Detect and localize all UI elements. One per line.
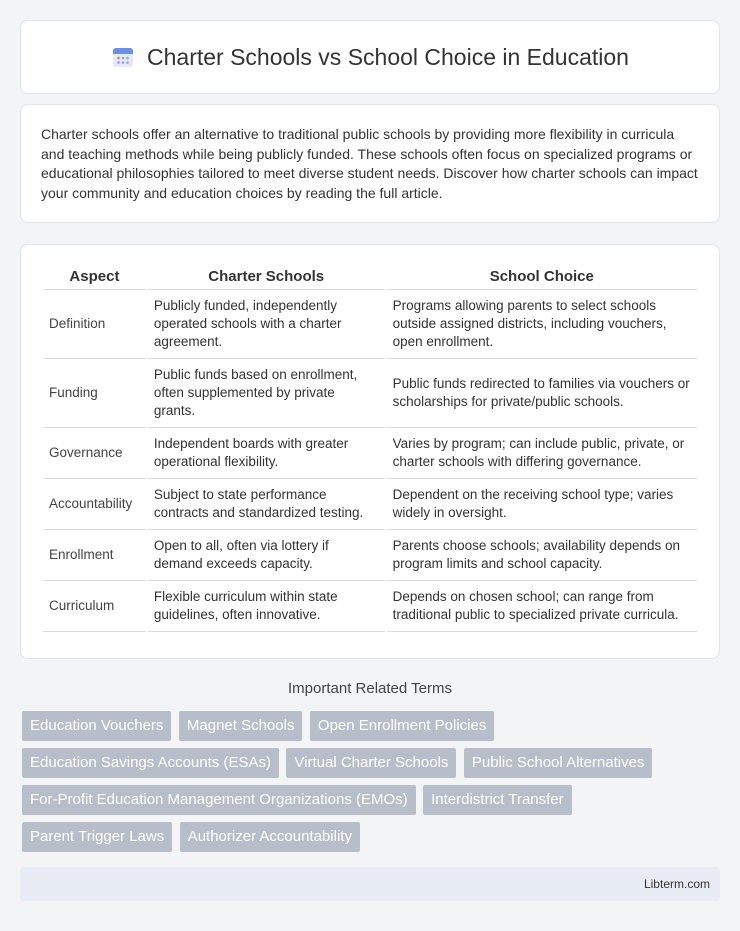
row-aspect: Definition xyxy=(43,290,146,359)
row-charter: Publicly funded, independently operated schools with a charter agreement. xyxy=(148,290,385,359)
row-charter: Independent boards with greater operational flexibility. xyxy=(148,428,385,479)
row-choice: Depends on chosen school; can range from traditional public to specialized private curricula. xyxy=(387,581,697,632)
table-row xyxy=(43,290,697,359)
footer-site-link[interactable]: Libterm.com xyxy=(643,877,710,891)
title-card xyxy=(20,20,720,94)
row-charter: Open to all, often via lottery if demand exceeds capacity. xyxy=(148,530,385,581)
row-choice: Parents choose schools; availability depends on program limits and school capacity. xyxy=(387,530,697,581)
table-row xyxy=(43,479,697,530)
page-title: Charter Schools vs School Choice in Education xyxy=(147,43,629,70)
calendar-icon xyxy=(111,45,135,69)
row-charter: Subject to state performance contracts and standardized testing. xyxy=(148,479,385,530)
table-row xyxy=(43,428,697,479)
row-choice: Programs allowing parents to select schools outside assigned districts, including vouchers, open enrollment. xyxy=(387,290,697,359)
related-term-tag[interactable]: Magnet Schools xyxy=(179,711,303,741)
row-choice: Public funds redirected to families via vouchers or scholarships for private/public schools. xyxy=(387,359,697,428)
related-term-tag[interactable]: Parent Trigger Laws xyxy=(22,822,172,852)
related-term-tag[interactable]: Interdistrict Transfer xyxy=(423,785,572,815)
comparison-table-card xyxy=(20,244,720,659)
related-term-tag[interactable]: Public School Alternatives xyxy=(464,748,653,778)
row-choice: Dependent on the receiving school type; varies widely in oversight. xyxy=(387,479,697,530)
row-aspect: Governance xyxy=(43,428,146,479)
table-row xyxy=(43,359,697,428)
table-header-row xyxy=(43,263,697,290)
related-term-tag[interactable]: Education Savings Accounts (ESAs) xyxy=(22,748,279,778)
intro-card xyxy=(20,104,720,223)
row-aspect: Enrollment xyxy=(43,530,146,581)
comparison-table xyxy=(41,263,699,632)
intro-text: Charter schools offer an alternative to traditional public schools by providing more flexibility in curricula and teaching methods while being publicly funded. These schools often focus on specialized programs or educational philosophies tailored to meet diverse student needs. Discover how charter schools can impact your community and education choices by reading the full article. xyxy=(41,126,698,201)
table-row xyxy=(43,581,697,632)
related-term-tag[interactable]: Virtual Charter Schools xyxy=(286,748,456,778)
row-aspect: Accountability xyxy=(43,479,146,530)
related-term-tag[interactable]: Open Enrollment Policies xyxy=(310,711,494,741)
table-row xyxy=(43,530,697,581)
header-aspect: Aspect xyxy=(43,263,146,290)
related-terms-list xyxy=(22,711,722,859)
row-aspect: Curriculum xyxy=(43,581,146,632)
related-term-tag[interactable]: Authorizer Accountability xyxy=(180,822,360,852)
related-terms-title: Important Related Terms xyxy=(288,680,452,697)
header-charter-schools: Charter Schools xyxy=(148,263,385,290)
row-aspect: Funding xyxy=(43,359,146,428)
footer xyxy=(20,867,720,901)
related-term-tag[interactable]: For-Profit Education Management Organizations (EMOs) xyxy=(22,785,416,815)
row-charter: Flexible curriculum within state guidelines, often innovative. xyxy=(148,581,385,632)
header-school-choice: School Choice xyxy=(387,263,697,290)
row-charter: Public funds based on enrollment, often supplemented by private grants. xyxy=(148,359,385,428)
row-choice: Varies by program; can include public, private, or charter schools with differing governance. xyxy=(387,428,697,479)
related-term-tag[interactable]: Education Vouchers xyxy=(22,711,171,741)
